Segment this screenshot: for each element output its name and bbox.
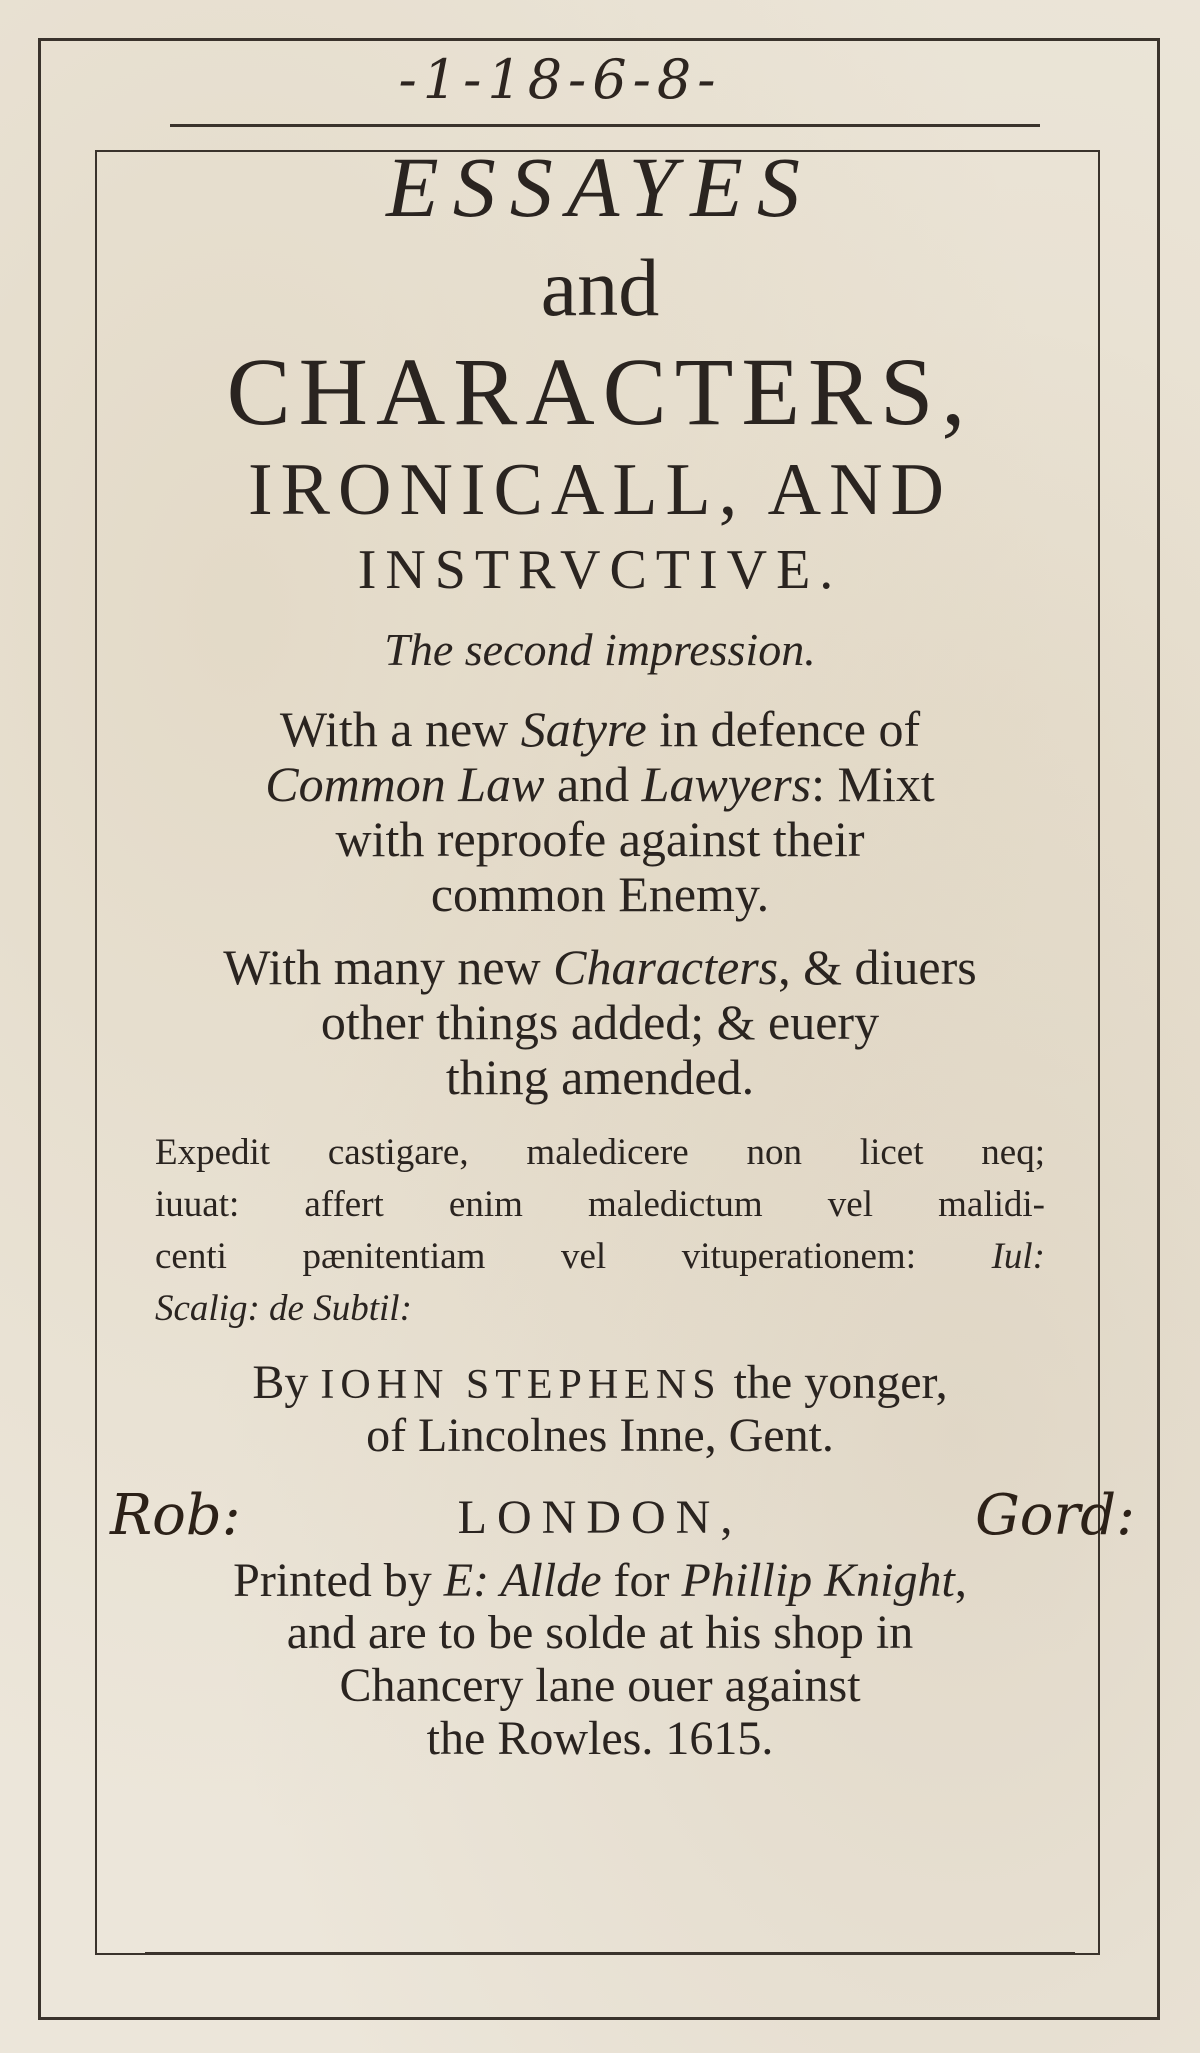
characters-line-2: other things added; & euery — [320, 993, 880, 1050]
bookseller-name: Phillip Knight — [681, 1553, 955, 1607]
text-run: Printed by — [233, 1553, 444, 1607]
title-essayes: ESSAYES — [386, 139, 814, 235]
text-run-italic: Common Law — [265, 755, 545, 812]
title-instructive: INSTRVCTIVE. — [357, 538, 843, 601]
byline-line-2: of Lincolnes Inne, Gent. — [366, 1408, 834, 1462]
text-run: , — [954, 1553, 967, 1607]
text-run: With many new — [223, 938, 554, 995]
satyre-line-4: common Enemy. — [430, 865, 770, 922]
text-run: for — [601, 1553, 682, 1607]
text-run-italic: Satyre — [520, 700, 647, 757]
text-run: With a new — [279, 700, 521, 757]
text-run: centi pænitentiam vel vituperationem: — [155, 1235, 992, 1277]
satyre-line-1 — [100, 702, 1100, 757]
satyre-line-2 — [100, 757, 1100, 812]
imprint-line-1 — [100, 1555, 1100, 1608]
ownership-signature-right: Gord: — [975, 1482, 1135, 1548]
text-run: , & diuers — [778, 938, 977, 995]
characters-line-1 — [100, 940, 1100, 995]
latin-epigraph — [155, 1127, 1045, 1335]
printer-name: E: Allde — [443, 1553, 602, 1607]
title-characters: CHARACTERS, — [226, 337, 974, 445]
characters-paragraph — [100, 940, 1100, 1105]
text-run-italic: Characters — [553, 938, 779, 995]
satyre-paragraph — [100, 702, 1100, 922]
bottom-rule — [145, 1952, 1075, 1954]
edition-statement: The second impression. — [384, 624, 816, 676]
latin-line-2: iuuat: affert enim maledictum vel malidi- — [155, 1183, 1045, 1225]
author-byline — [100, 1357, 1100, 1463]
latin-line-3 — [155, 1231, 1045, 1283]
text-run: the yonger, — [721, 1355, 948, 1409]
imprint-line-2: and are to be solde at his shop in — [286, 1606, 914, 1660]
handwritten-shelf-number: -1-18-6-8- — [398, 48, 722, 111]
latin-line-4: Scalig: de Subtil: — [155, 1287, 412, 1329]
byline-line-1 — [100, 1357, 1100, 1410]
satyre-line-3: with reproofe against their — [335, 810, 865, 867]
top-rule — [170, 124, 1040, 127]
ownership-signature-left: Rob: — [110, 1482, 241, 1548]
text-run: and — [544, 755, 642, 812]
author-name: IOHN STEPHENS — [320, 1361, 722, 1408]
imprint-line-4: the Rowles. 1615. — [426, 1711, 774, 1765]
title-page-content — [100, 135, 1135, 1766]
latin-line-1: Expedit castigare, maledicere non licet neq; — [155, 1131, 1045, 1173]
text-run-italic: Lawyers — [641, 755, 812, 812]
printer-imprint — [100, 1555, 1100, 1766]
imprint-city: LONDON, — [457, 1490, 743, 1544]
title-ironicall: IRONICALL, AND — [248, 449, 952, 532]
characters-line-3: thing amended. — [445, 1048, 755, 1105]
title-and: and — [540, 241, 660, 333]
text-run: in defence of — [646, 700, 921, 757]
text-run: By — [252, 1355, 321, 1409]
text-run: : Mixt — [811, 755, 935, 812]
imprint-line-3: Chancery lane ouer against — [339, 1659, 861, 1713]
imprint-city-row — [100, 1482, 1135, 1553]
text-run-italic: Iul: — [991, 1235, 1045, 1277]
